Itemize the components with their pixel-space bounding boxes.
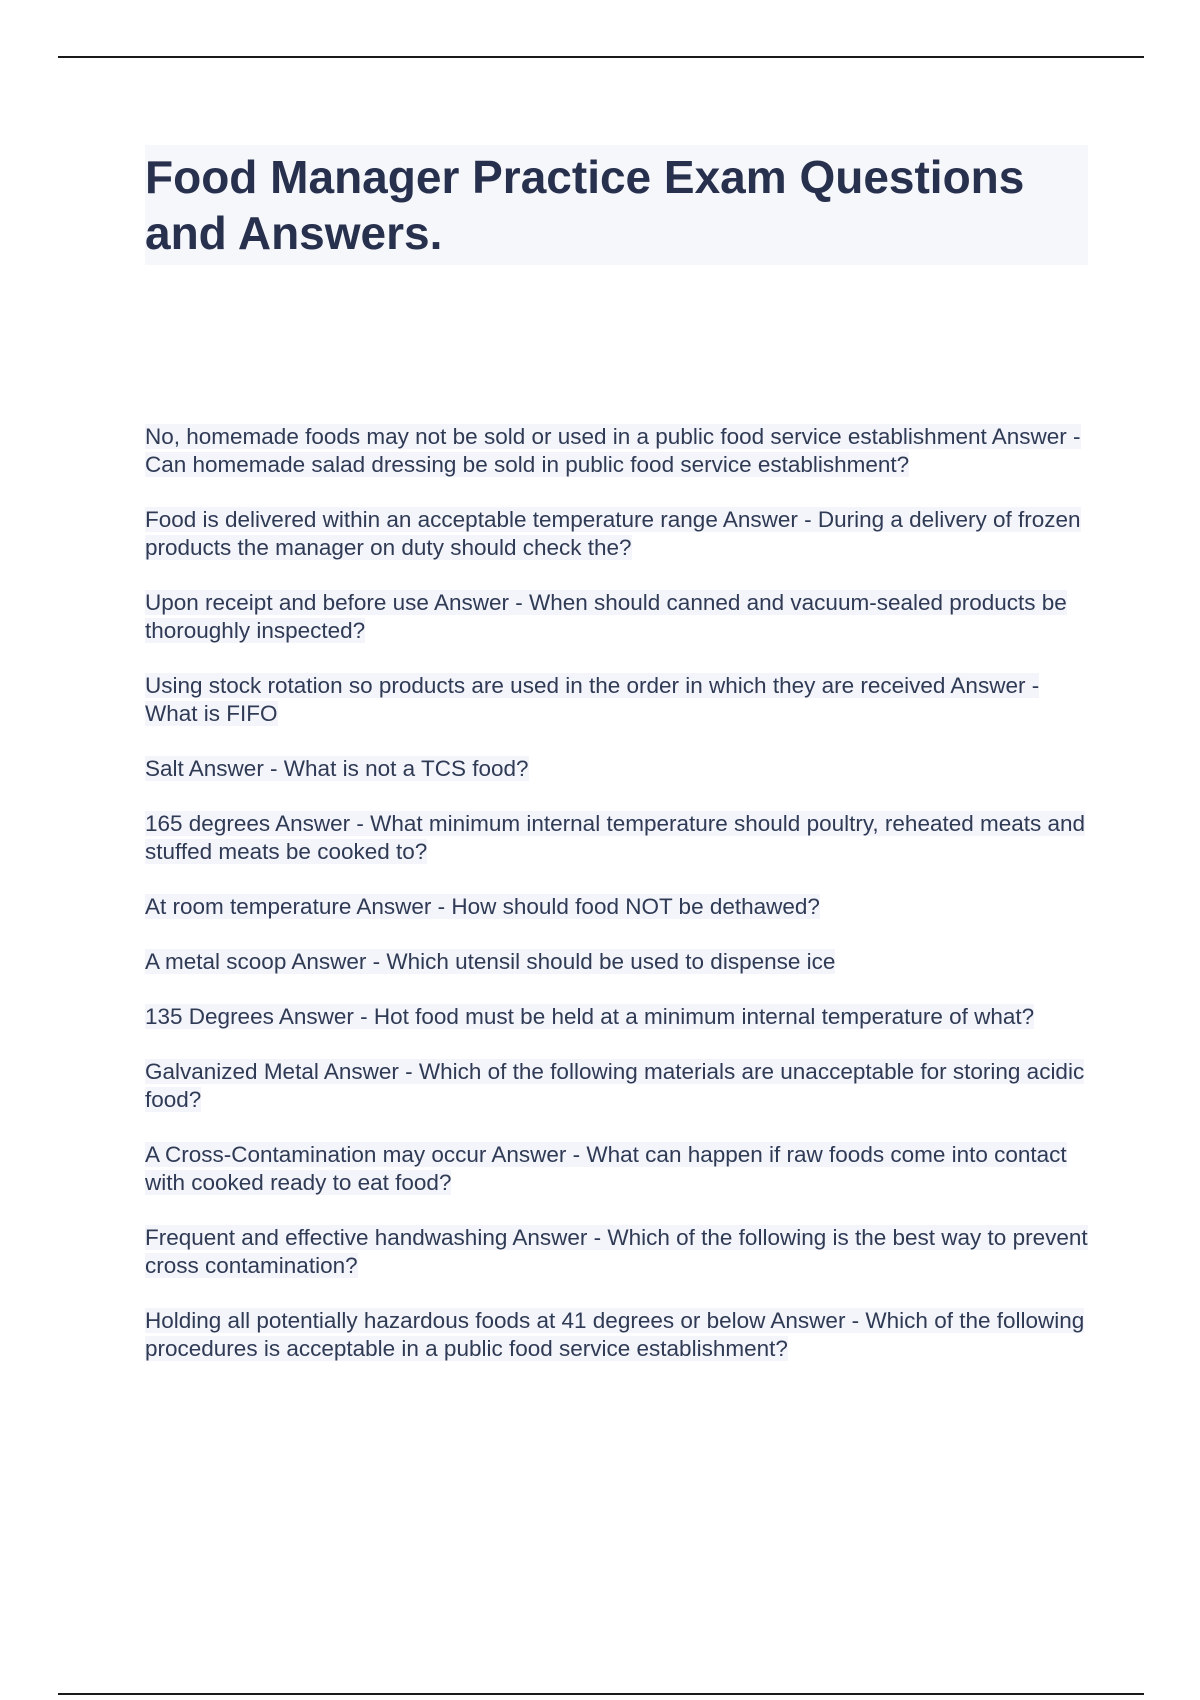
qa-entry-text: Salt Answer - What is not a TCS food? — [145, 756, 529, 781]
qa-entry — [145, 1058, 1091, 1114]
qa-entry — [145, 506, 1091, 562]
qa-entry — [145, 948, 1091, 976]
qa-entry — [145, 589, 1091, 645]
qa-entry-text: No, homemade foods may not be sold or used in a public food service establishment Answer - Can homemade salad dressing be sold in public food service establishment? — [145, 424, 1081, 477]
qa-entry-text: 165 degrees Answer - What minimum internal temperature should poultry, reheated meats and stuffed meats be cooked to? — [145, 811, 1086, 864]
qa-entry — [145, 893, 1091, 921]
qa-entry-text: 135 Degrees Answer - Hot food must be held at a minimum internal temperature of what? — [145, 1004, 1035, 1029]
qa-entry — [145, 1224, 1091, 1280]
qa-entry — [145, 423, 1091, 479]
qa-entry — [145, 1141, 1091, 1197]
qa-entry-text: Frequent and effective handwashing Answer - Which of the following is the best way to prevent cross contamination? — [145, 1225, 1088, 1278]
bottom-rule — [58, 1693, 1144, 1695]
page-title: Food Manager Practice Exam Questions and Answers. — [145, 151, 1025, 259]
qa-entry — [145, 672, 1091, 728]
qa-entry — [145, 810, 1091, 866]
qa-entry-text: At room temperature Answer - How should food NOT be dethawed? — [145, 894, 820, 919]
qa-entry — [145, 1307, 1091, 1363]
qa-entry — [145, 755, 1091, 783]
top-rule — [58, 56, 1144, 58]
qa-entry-text: Upon receipt and before use Answer - When should canned and vacuum-sealed products be thoroughly inspected? — [145, 590, 1067, 643]
qa-entry-text: Using stock rotation so products are used in the order in which they are received Answer - What is FIFO — [145, 673, 1040, 726]
qa-entry-text: Galvanized Metal Answer - Which of the following materials are unacceptable for storing acidic food? — [145, 1059, 1085, 1112]
qa-list — [145, 423, 1091, 1390]
qa-entry-text: A metal scoop Answer - Which utensil should be used to dispense ice — [145, 949, 836, 974]
qa-entry-text: Holding all potentially hazardous foods at 41 degrees or below Answer - Which of the following procedures is acceptable in a public food service establishment? — [145, 1308, 1085, 1361]
qa-entry-text: Food is delivered within an acceptable temperature range Answer - During a delivery of frozen products the manager on duty should check the? — [145, 507, 1081, 560]
qa-entry — [145, 1003, 1091, 1031]
qa-entry-text: A Cross-Contamination may occur Answer - What can happen if raw foods come into contact with cooked ready to eat food? — [145, 1142, 1067, 1195]
title-block — [145, 145, 1088, 265]
